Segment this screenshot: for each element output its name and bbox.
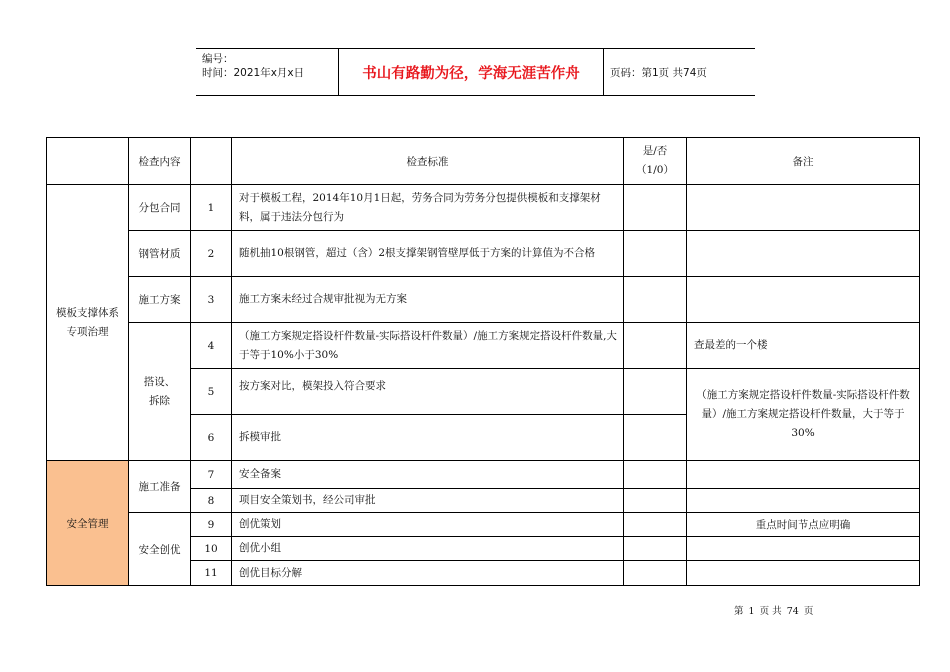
yesno-cell[interactable] [624,415,687,461]
row-number: 10 [191,537,232,561]
group-formwork: 模板支撑体系专项治理 [47,185,129,461]
col-header-remark: 备注 [687,138,920,185]
sub-construction-prep: 施工准备 [129,461,191,513]
yesno-cell[interactable] [624,323,687,369]
table-row [47,231,920,277]
yesno-cell[interactable] [624,277,687,323]
row-number: 3 [191,277,232,323]
row-number: 8 [191,489,232,513]
page-footer [733,603,814,617]
sub-safety-excellence: 安全创优 [129,513,191,586]
header-no-cell [191,138,232,185]
yesno-line2: （1/0） [636,164,674,176]
yesno-line1: 是/否 [642,145,668,157]
row-number: 11 [191,561,232,586]
table-row [47,513,920,537]
header-blank-cell [47,138,129,185]
yesno-cell[interactable] [624,231,687,277]
remark-cell-merged[interactable]: （施工方案规定搭设杆件数量-实际搭设杆件数量）/施工方案规定搭设杆件数量，大于等于30% [687,369,920,461]
remark-cell[interactable] [687,185,920,231]
sub-construction-plan: 施工方案 [129,277,191,323]
row-standard: （施工方案规定搭设杆件数量-实际搭设杆件数量）/施工方案规定搭设杆件数量,大于等于10%小于30% [232,323,624,369]
remark-cell[interactable]: 查最差的一个楼 [687,323,920,369]
row-standard: 按方案对比，模架投入符合要求 [232,369,624,415]
time-label: 时间：2021年x月x日 [202,67,305,79]
table-row [47,277,920,323]
col-header-yesno [624,138,687,185]
inspection-table [46,137,920,586]
remark-cell[interactable] [687,461,920,489]
row-standard: 创优目标分解 [232,561,624,586]
page-label: 页码：第1页 共74页 [604,49,756,96]
remark-cell[interactable]: 重点时间节点应明确 [687,513,920,537]
remark-cell[interactable] [687,489,920,513]
footer-total: 74 [786,606,799,617]
remark-cell[interactable] [687,537,920,561]
yesno-cell[interactable] [624,369,687,415]
footer-suffix: 页 [803,606,814,617]
row-number: 4 [191,323,232,369]
row-standard: 项目安全策划书，经公司审批 [232,489,624,513]
yesno-cell[interactable] [624,561,687,586]
table-row [47,323,920,369]
document-header [196,48,755,96]
remark-cell[interactable] [687,231,920,277]
col-header-content: 检查内容 [129,138,191,185]
row-standard: 创优策划 [232,513,624,537]
sub-steel-pipe: 钢管材质 [129,231,191,277]
col-header-standard: 检查标准 [232,138,624,185]
row-standard: 对于模板工程，2014年10月1日起，劳务合同为劳务分包提供模板和支撑架材料，属于违法分包行为 [232,185,624,231]
footer-page: 1 [748,606,755,617]
row-standard: 施工方案未经过合规审批视为无方案 [232,277,624,323]
row-number: 6 [191,415,232,461]
group-safety-management: 安全管理 [47,461,129,586]
footer-prefix: 第 [734,606,744,617]
yesno-cell[interactable] [624,461,687,489]
sub-erect-dismantle: 搭设、拆除 [129,323,191,461]
yesno-cell[interactable] [624,513,687,537]
header-left [196,49,339,96]
row-standard: 创优小组 [232,537,624,561]
yesno-cell[interactable] [624,185,687,231]
row-standard: 拆模审批 [232,415,624,461]
row-number: 7 [191,461,232,489]
row-number: 1 [191,185,232,231]
table-header-row [47,138,920,185]
remark-cell[interactable] [687,277,920,323]
row-number: 5 [191,369,232,415]
code-label: 编号： [202,53,234,65]
motto: 书山有路勤为径，学海无涯苦作舟 [339,49,604,96]
row-number: 2 [191,231,232,277]
table-row [47,185,920,231]
row-standard: 随机抽10根钢管，超过（含）2根支撑架钢管壁厚低于方案的计算值为不合格 [232,231,624,277]
row-number: 9 [191,513,232,537]
yesno-cell[interactable] [624,537,687,561]
row-standard: 安全备案 [232,461,624,489]
yesno-cell[interactable] [624,489,687,513]
table-row [47,461,920,489]
footer-mid: 页 共 [759,606,782,617]
sub-subcontract: 分包合同 [129,185,191,231]
remark-cell[interactable] [687,561,920,586]
